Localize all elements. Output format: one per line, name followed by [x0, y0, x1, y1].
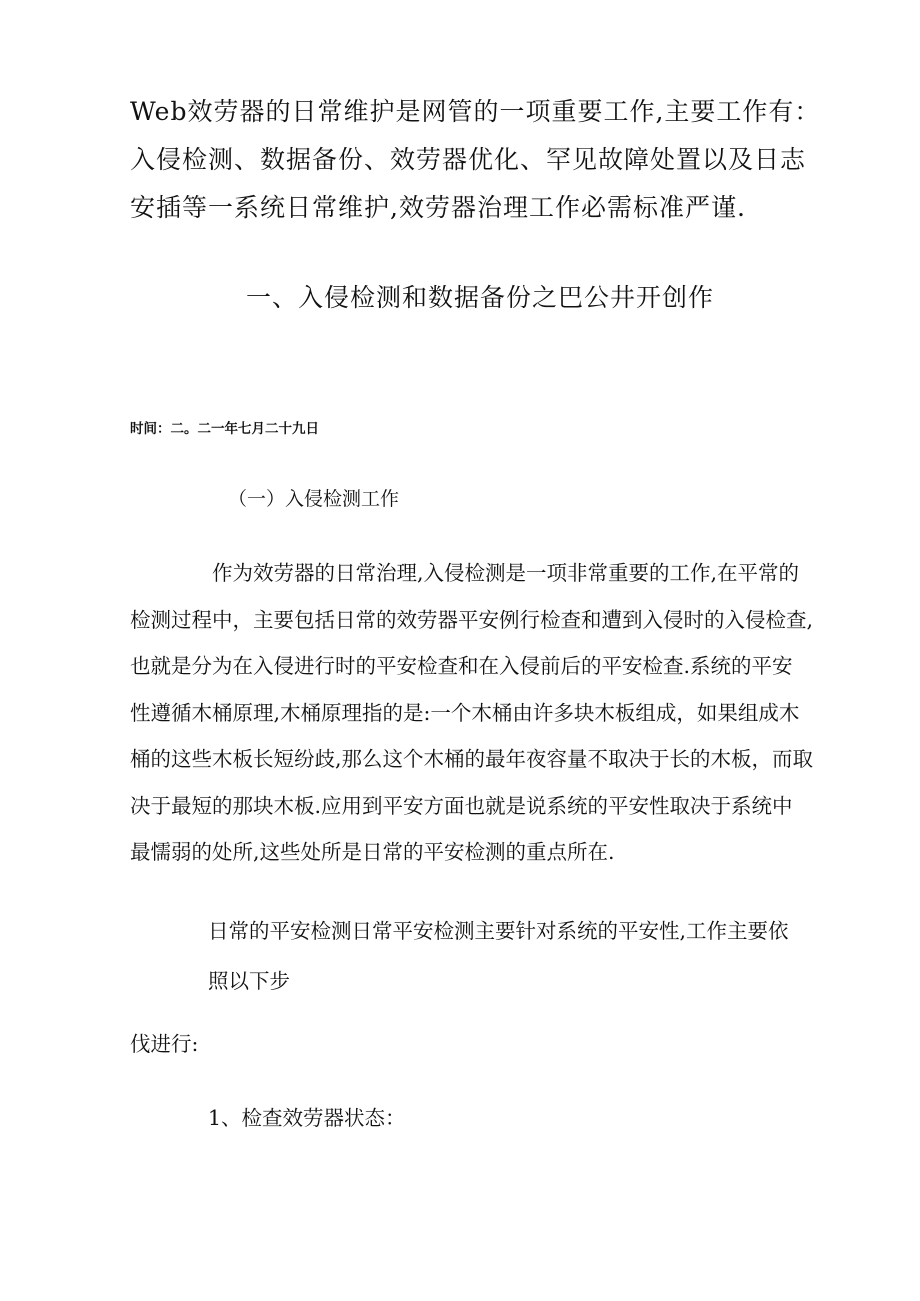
section-title: 一、入侵检测和数据备份之巴公井开创作 — [246, 283, 715, 312]
intro-line: 入侵检测、数据备份、效劳器优化、罕见故障处置以及日志 — [130, 145, 807, 174]
check-line: 照以下步 — [208, 969, 290, 993]
step-heading: 1、检查效劳器状态： — [208, 1106, 406, 1130]
intro-line: 安插等一系统日常维护,效劳器治理工作必需标准严谨. — [130, 193, 746, 222]
body-line: 检测过程中，主要包括日常的效劳器平安例行检查和遭到入侵时的入侵检查, — [130, 607, 814, 632]
time-line: 时间：二。二一年七月二十九日 — [130, 421, 319, 437]
body-paragraph — [130, 550, 814, 876]
body-line: 决于最短的那块木板.应用到平安方面也就是说系统的平安性取决于系统中 — [130, 793, 793, 818]
intro-paragraph — [130, 88, 821, 232]
continue-line: 伐进行: — [130, 1032, 199, 1056]
body-line: 性遵循木桶原理,木桶原理指的是:一个木桶由许多块木板组成，如果组成木 — [130, 700, 800, 725]
body-line: 最懦弱的处所,这些处所是日常的平安检测的重点所在. — [130, 840, 615, 864]
body-line: 作为效劳器的日常治理,入侵检测是一项非常重要的工作,在平常的 — [212, 561, 800, 585]
check-line: 日常的平安检测日常平安检测主要针对系统的平安性,工作主要依 — [208, 919, 789, 943]
check-paragraph — [208, 906, 808, 1006]
body-line: 桶的这些木板长短纷歧,那么这个木桶的最年夜容量不取决于长的木板，而取 — [130, 747, 814, 771]
subsection-title: （一）入侵检测工作 — [228, 488, 400, 510]
intro-line: Web效劳器的日常维护是网管的一项重要工作,主要工作有： — [130, 97, 821, 126]
body-line: 也就是分为在入侵进行时的平安检查和在入侵前后的平安检查.系统的平安 — [130, 654, 793, 678]
